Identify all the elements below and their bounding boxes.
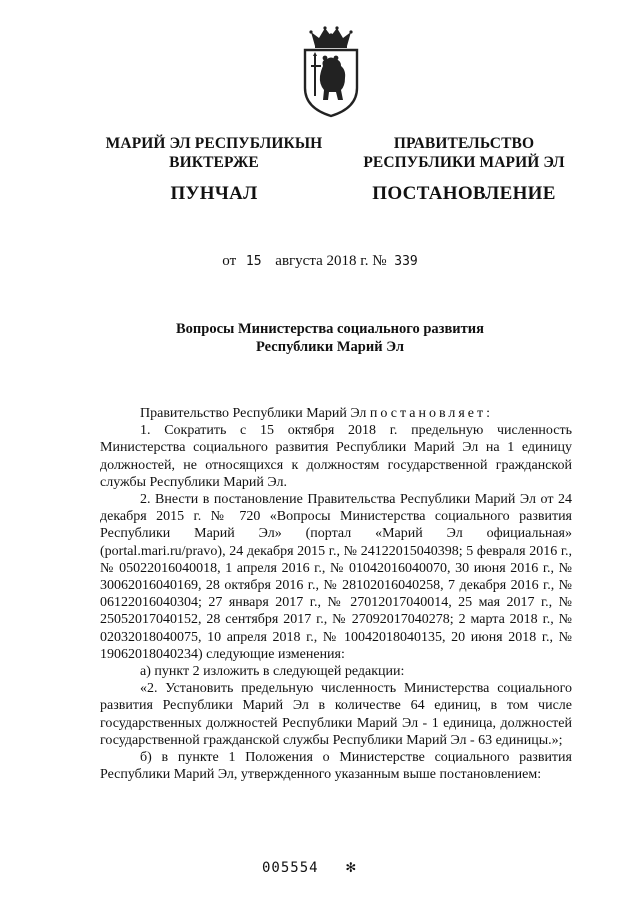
header-left-line2: ВИКТЕРЖЕ (169, 154, 259, 171)
header-mari-block (96, 134, 332, 203)
title-line2: Республики Марий Эл (256, 339, 404, 355)
document-title (120, 320, 540, 356)
header-russian-block (359, 134, 569, 203)
date-day: 15 (245, 254, 262, 269)
paragraph-1: 1. Сократить с 15 октября 2018 г. предельную численность Министерства социального развития Республики Марий Эл на 1 единицу должностей, не относящихся к должностям государственной гражданской службы Республики Марий Эл. (100, 423, 572, 490)
date-prefix: от (222, 253, 237, 269)
paragraph-2: 2. Внести в постановление Правительства Республики Марий Эл от 24 декабря 2015 г. № 720 «Вопросы Министерства социального развития Республики Марий Эл» (портал «Марий Эл официальная» (portal.mari.ru/pravo), 24 декабря 2015 г., № 24122015040398; 5 февраля 2016 г., № 05022016040018, 1 апреля 2016 г., № 01042016040070, 30 июня 2016 г., № 30062016040169, 28 октября 2016 г., № 28102016040258, 7 декабря 2016 г., № 06122016040304; 27 января 2017 г., № 27012017040014, 25 мая 2017 г., № 25052017040152, 28 сентября 2017 г., № 27092017040278; 2 марта 2018 г., № 02032018040075, 10 апреля 2018 г., № 10042018040135, 20 июня 2018 г., № 19062018040234) следующие изменения: (100, 492, 572, 662)
header-right-line1: ПРАВИТЕЛЬСТВО (393, 135, 535, 152)
coat-of-arms-icon (301, 26, 361, 118)
header-right-doc-type: ПОСТАНОВЛЕНИЕ (372, 183, 556, 204)
header-left-doc-type: ПУНЧАЛ (170, 183, 258, 204)
document-body (100, 405, 572, 783)
date-month-year: августа 2018 г. № (275, 253, 387, 269)
document-number: 339 (394, 254, 418, 269)
title-line1: Вопросы Министерства социального развития (176, 321, 484, 337)
intro-paragraph (100, 405, 572, 422)
serial-number: 005554 (262, 860, 319, 876)
paragraph-2a: а) пункт 2 изложить в следующей редакции: (140, 664, 405, 680)
intro-text: Правительство Республики Марий Эл (140, 406, 367, 421)
footer-serial (262, 857, 357, 876)
paragraph-2b: б) в пункте 1 Положения о Министерстве социального развития Республики Марий Эл, утвержденного указанным выше постановлением: (100, 750, 572, 783)
header-left-line1: МАРИЙ ЭЛ РЕСПУБЛИКЫН (105, 135, 323, 152)
asterisk-icon: ✻ (346, 857, 357, 876)
date-line (0, 253, 640, 270)
paragraph-2a-quote: «2. Установить предельную численность Министерства социального развития Республики Марий Эл в количестве 64 единиц, в том числе государственных должностей Республики Марий Эл - 1 единица, должностей государственной гражданской службы Республики Марий Эл - 63 единицы.»; (100, 681, 572, 748)
header-right-line2: РЕСПУБЛИКИ МАРИЙ ЭЛ (363, 154, 565, 171)
intro-decree-word: постановляет: (369, 406, 494, 421)
